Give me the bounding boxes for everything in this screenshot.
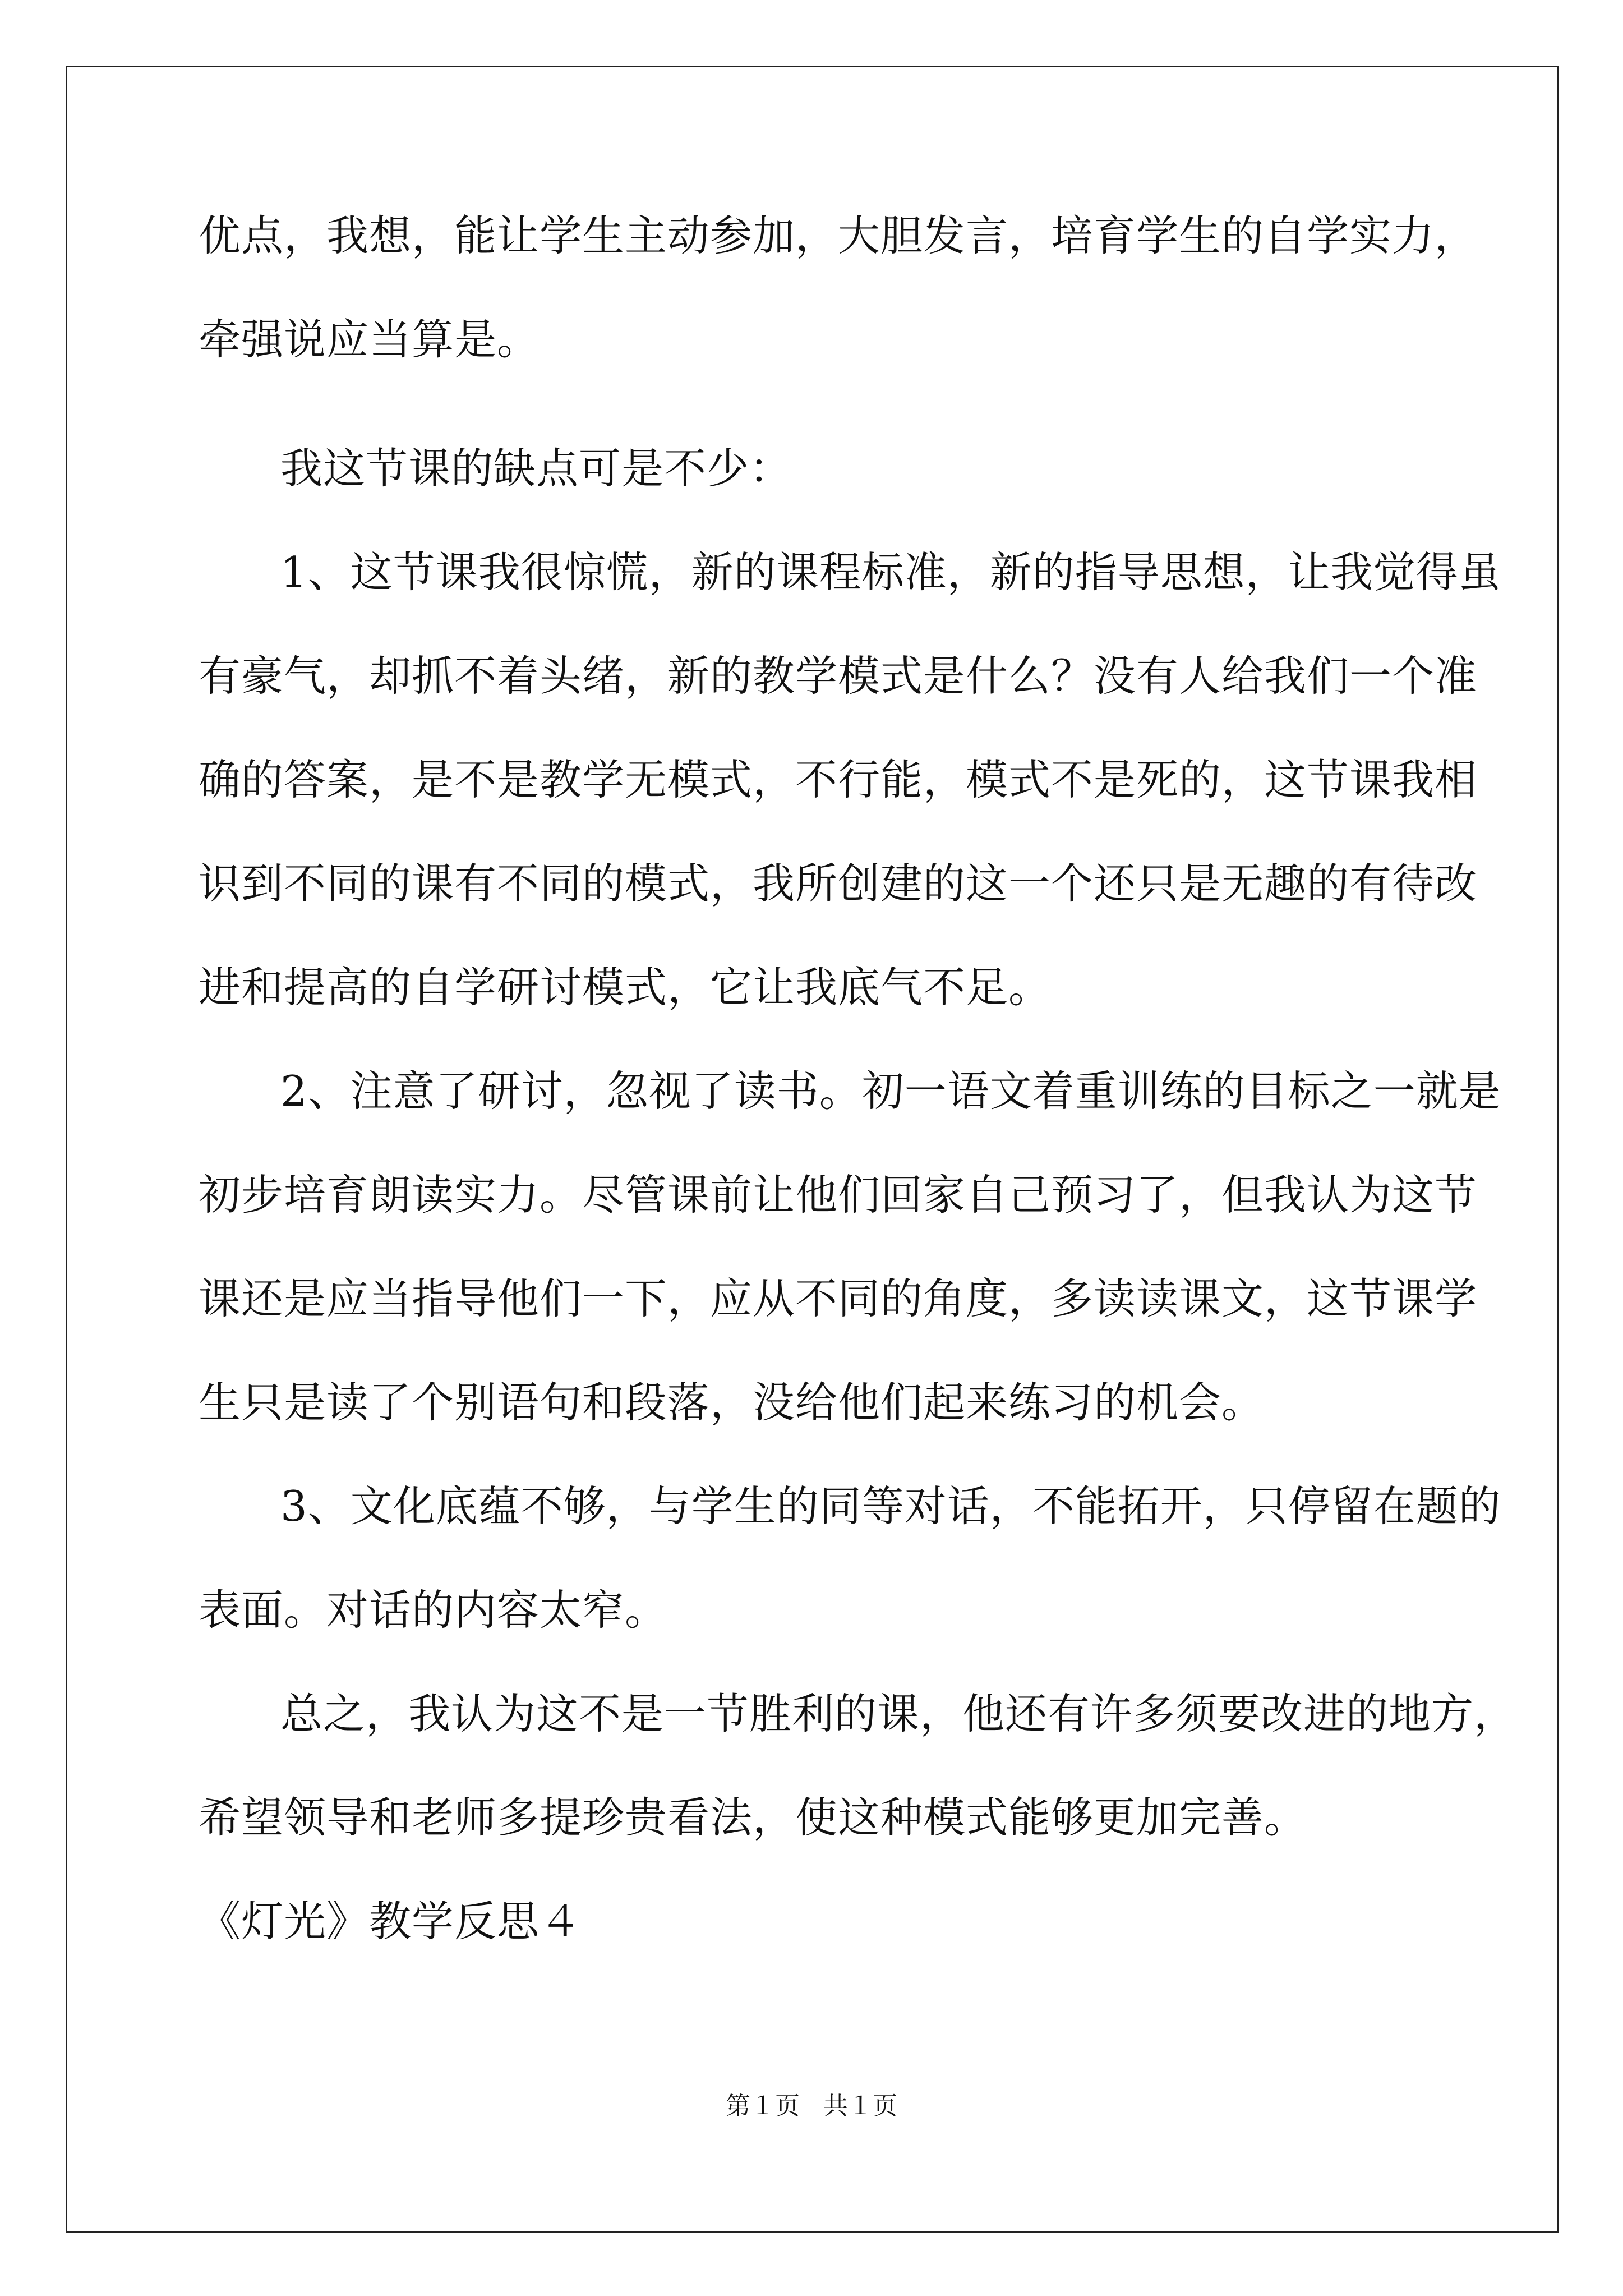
text-line: 3、文化底蕴不够，与学生的同等对话，不能拓开，只停留在题的 [280,1481,1501,1531]
text-line: 总之，我认为这不是一节胜利的课，他还有许多须要改进的地方， [280,1689,1517,1738]
text-line: 1、这节课我很惊慌，新的课程标准，新的指导思想，让我觉得虽 [280,547,1501,597]
text-line: 课还是应当指导他们一下，应从不同的角度，多读读课文，这节课学 [199,1274,1478,1323]
section-heading: 《灯光》教学反思４ [199,1897,583,1946]
text-line: 优点，我想，能让学生主动参加，大胆发言，培育学生的自学实力， [199,211,1478,260]
text-line: 我这节课的缺点可是不少： [280,444,792,493]
text-line: 有豪气，却抓不着头绪，新的教学模式是什么？没有人给我们一个准 [199,651,1478,701]
text-line: 确的答案，是不是教学无模式，不行能，模式不是死的，这节课我相 [199,755,1478,804]
text-line: 2、注意了研讨，忽视了读书。初一语文着重训练的目标之一就是 [280,1066,1501,1116]
text-line: 表面。对话的内容太窄。 [199,1585,668,1635]
text-line: 牵强说应当算是。 [199,315,540,364]
text-line: 希望领导和老师多提珍贵看法，使这种模式能够更加完善。 [199,1793,1307,1842]
text-line: 初步培育朗读实力。尽管课前让他们回家自己预习了，但我认为这节 [199,1170,1478,1220]
text-line: 识到不同的课有不同的模式，我所创建的这一个还只是无趣的有待改 [199,859,1478,908]
text-line: 进和提高的自学研讨模式，它让我底气不足。 [199,963,1052,1012]
text-line: 生只是读了个别语句和段落，没给他们起来练习的机会。 [199,1378,1265,1427]
page-footer: 第１页 共１页 [726,2092,897,2120]
